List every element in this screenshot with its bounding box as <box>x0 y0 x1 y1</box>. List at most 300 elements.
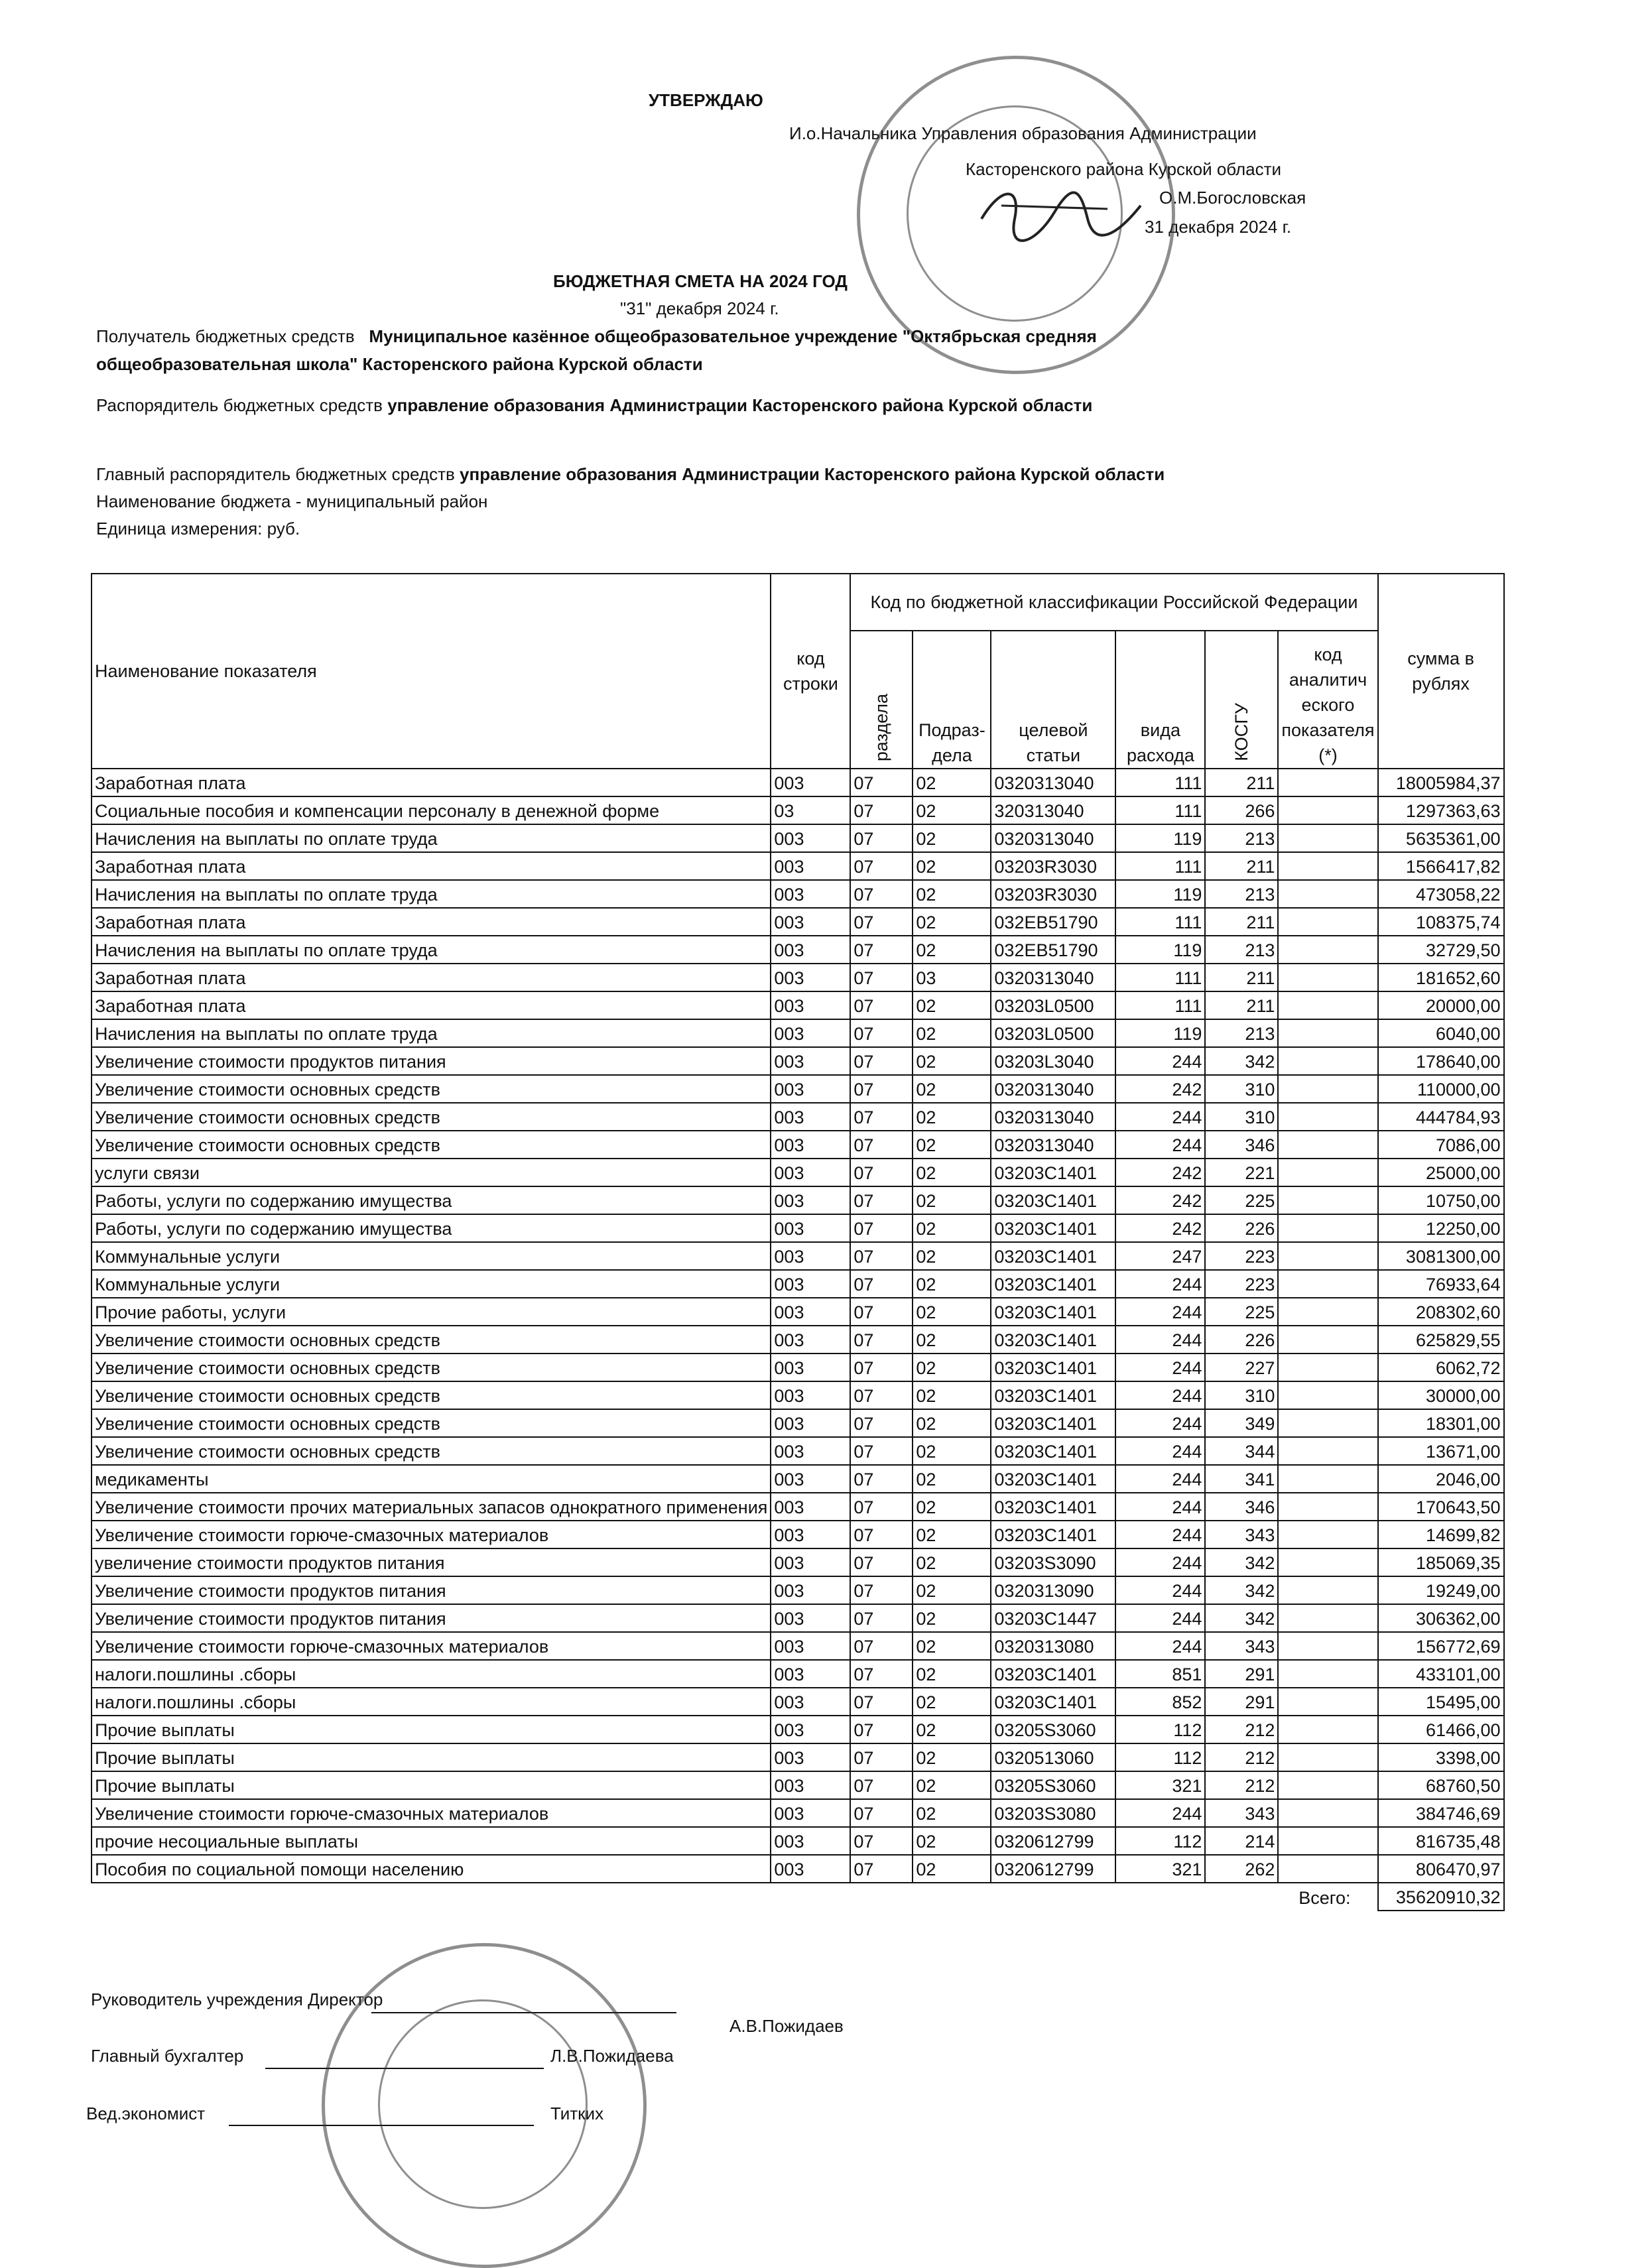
cell-razd: 07 <box>850 1214 913 1242</box>
cell-name: Начисления на выплаты по оплате труда <box>92 1019 771 1047</box>
cell-sum: 7086,00 <box>1378 1131 1504 1159</box>
cell-analytic <box>1278 1298 1377 1326</box>
table-row <box>92 936 1504 964</box>
table-row <box>92 1103 1504 1131</box>
cell-analytic <box>1278 1186 1377 1214</box>
cell-podr: 02 <box>913 769 991 796</box>
cell-kosgu: 346 <box>1205 1493 1278 1521</box>
table-row <box>92 1242 1504 1270</box>
cell-analytic <box>1278 991 1377 1019</box>
cell-vr: 244 <box>1115 1326 1205 1354</box>
cell-kosgu: 211 <box>1205 769 1278 796</box>
cell-vr: 111 <box>1115 796 1205 824</box>
cell-podr: 02 <box>913 1632 991 1660</box>
cell-kosgu: 226 <box>1205 1326 1278 1354</box>
header-code-row: код строки <box>771 574 850 769</box>
cell-vr: 244 <box>1115 1131 1205 1159</box>
cell-analytic <box>1278 796 1377 824</box>
cell-cs: 03203R3030 <box>991 852 1115 880</box>
cell-podr: 02 <box>913 936 991 964</box>
table-row <box>92 1855 1504 1883</box>
table-row <box>92 1186 1504 1214</box>
cell-razd: 07 <box>850 1716 913 1743</box>
cell-vr: 112 <box>1115 1716 1205 1743</box>
table-row <box>92 908 1504 936</box>
cell-code: 003 <box>771 1743 850 1771</box>
cell-name: Социальные пособия и компенсации персоналу в денежной форме <box>92 796 771 824</box>
cell-name: Заработная плата <box>92 852 771 880</box>
cell-kosgu: 211 <box>1205 964 1278 991</box>
cell-cs: 0320313040 <box>991 1131 1115 1159</box>
cell-analytic <box>1278 1214 1377 1242</box>
cell-razd: 07 <box>850 1354 913 1381</box>
chief-manager-value: управление образования Администрации Касторенского района Курской области <box>460 464 1165 484</box>
cell-vr: 244 <box>1115 1521 1205 1548</box>
table-row <box>92 1799 1504 1827</box>
table-row <box>92 1437 1504 1465</box>
header-subsection: Подраз-дела <box>913 631 991 769</box>
cell-vr: 244 <box>1115 1437 1205 1465</box>
cell-kosgu: 310 <box>1205 1103 1278 1131</box>
cell-podr: 02 <box>913 991 991 1019</box>
cell-cs: 03203C1401 <box>991 1437 1115 1465</box>
cell-podr: 02 <box>913 1437 991 1465</box>
cell-kosgu: 342 <box>1205 1047 1278 1075</box>
manager-value: управление образования Администрации Касторенского района Курской области <box>387 395 1093 415</box>
cell-sum: 108375,74 <box>1378 908 1504 936</box>
chief-manager-line <box>96 464 1165 485</box>
cell-razd: 07 <box>850 1186 913 1214</box>
cell-podr: 02 <box>913 1019 991 1047</box>
cell-kosgu: 211 <box>1205 852 1278 880</box>
cell-code: 003 <box>771 1660 850 1688</box>
cell-podr: 02 <box>913 1493 991 1521</box>
total-label: Всего: <box>1298 1888 1351 1908</box>
table-row <box>92 796 1504 824</box>
table-row <box>92 1771 1504 1799</box>
budget-table <box>91 573 1505 1911</box>
cell-name: Заработная плата <box>92 964 771 991</box>
cell-razd: 07 <box>850 1159 913 1186</box>
chief-manager-label: Главный распорядитель бюджетных средств <box>96 464 455 484</box>
cell-cs: 03203L0500 <box>991 1019 1115 1047</box>
cell-name: Заработная плата <box>92 908 771 936</box>
cell-razd: 07 <box>850 1465 913 1493</box>
cell-name: Увеличение стоимости основных средств <box>92 1075 771 1103</box>
cell-name: Прочие выплаты <box>92 1771 771 1799</box>
cell-razd: 07 <box>850 1855 913 1883</box>
cell-code: 003 <box>771 769 850 796</box>
cell-sum: 806470,97 <box>1378 1855 1504 1883</box>
cell-podr: 02 <box>913 1214 991 1242</box>
cell-razd: 07 <box>850 1437 913 1465</box>
cell-sum: 1566417,82 <box>1378 852 1504 880</box>
cell-razd: 07 <box>850 1632 913 1660</box>
cell-vr: 119 <box>1115 880 1205 908</box>
table-row <box>92 1409 1504 1437</box>
cell-cs: 0320513060 <box>991 1743 1115 1771</box>
accountant-label: Главный бухгалтер <box>91 2046 244 2066</box>
cell-name: Прочие выплаты <box>92 1716 771 1743</box>
cell-vr: 111 <box>1115 852 1205 880</box>
cell-name: Увеличение стоимости основных средств <box>92 1354 771 1381</box>
cell-code: 003 <box>771 1103 850 1131</box>
cell-vr: 244 <box>1115 1632 1205 1660</box>
cell-vr: 244 <box>1115 1381 1205 1409</box>
cell-kosgu: 344 <box>1205 1437 1278 1465</box>
cell-code: 003 <box>771 936 850 964</box>
cell-code: 003 <box>771 1521 850 1548</box>
table-row <box>92 1465 1504 1493</box>
cell-podr: 02 <box>913 880 991 908</box>
cell-razd: 07 <box>850 1131 913 1159</box>
cell-code: 03 <box>771 796 850 824</box>
cell-sum: 384746,69 <box>1378 1799 1504 1827</box>
cell-kosgu: 343 <box>1205 1521 1278 1548</box>
cell-vr: 244 <box>1115 1576 1205 1604</box>
cell-name: Начисления на выплаты по оплате труда <box>92 880 771 908</box>
cell-sum: 25000,00 <box>1378 1159 1504 1186</box>
header-expense: вида расхода <box>1115 631 1205 769</box>
cell-sum: 76933,64 <box>1378 1270 1504 1298</box>
cell-razd: 07 <box>850 1548 913 1576</box>
cell-name: увеличение стоимости продуктов питания <box>92 1548 771 1576</box>
cell-name: Начисления на выплаты по оплате труда <box>92 824 771 852</box>
cell-code: 003 <box>771 1855 850 1883</box>
approve-date: 31 декабря 2024 г. <box>1145 217 1292 237</box>
cell-podr: 02 <box>913 1326 991 1354</box>
cell-name: Заработная плата <box>92 991 771 1019</box>
cell-name: Увеличение стоимости горюче-смазочных материалов <box>92 1632 771 1660</box>
cell-cs: 03203C1401 <box>991 1298 1115 1326</box>
cell-name: Коммунальные услуги <box>92 1242 771 1270</box>
cell-kosgu: 346 <box>1205 1131 1278 1159</box>
cell-razd: 07 <box>850 964 913 991</box>
cell-sum: 181652,60 <box>1378 964 1504 991</box>
table-row <box>92 964 1504 991</box>
table-row <box>92 1493 1504 1521</box>
cell-name: Увеличение стоимости основных средств <box>92 1103 771 1131</box>
cell-razd: 07 <box>850 991 913 1019</box>
cell-kosgu: 223 <box>1205 1270 1278 1298</box>
cell-podr: 02 <box>913 1827 991 1855</box>
economist-name: Титких <box>550 2104 604 2123</box>
cell-vr: 852 <box>1115 1688 1205 1716</box>
cell-name: услуги связи <box>92 1159 771 1186</box>
cell-razd: 07 <box>850 908 913 936</box>
cell-kosgu: 213 <box>1205 880 1278 908</box>
cell-analytic <box>1278 1827 1377 1855</box>
cell-sum: 68760,50 <box>1378 1771 1504 1799</box>
cell-podr: 02 <box>913 1381 991 1409</box>
cell-vr: 242 <box>1115 1186 1205 1214</box>
cell-vr: 321 <box>1115 1855 1205 1883</box>
table-row <box>92 1131 1504 1159</box>
cell-vr: 112 <box>1115 1827 1205 1855</box>
header-name: Наименование показателя <box>92 574 771 769</box>
cell-podr: 02 <box>913 908 991 936</box>
cell-code: 003 <box>771 1465 850 1493</box>
cell-razd: 07 <box>850 880 913 908</box>
accountant-name: Л.В.Пожидаева <box>550 2046 674 2066</box>
cell-cs: 03203C1401 <box>991 1493 1115 1521</box>
cell-kosgu: 342 <box>1205 1548 1278 1576</box>
cell-sum: 5635361,00 <box>1378 824 1504 852</box>
cell-analytic <box>1278 1521 1377 1548</box>
cell-cs: 03203C1401 <box>991 1214 1115 1242</box>
table-row <box>92 1660 1504 1688</box>
cell-podr: 02 <box>913 1743 991 1771</box>
cell-name: Увеличение стоимости продуктов питания <box>92 1576 771 1604</box>
cell-sum: 625829,55 <box>1378 1326 1504 1354</box>
cell-razd: 07 <box>850 1799 913 1827</box>
cell-razd: 07 <box>850 1827 913 1855</box>
cell-razd: 07 <box>850 1576 913 1604</box>
cell-cs: 03203C1401 <box>991 1465 1115 1493</box>
cell-vr: 111 <box>1115 769 1205 796</box>
cell-podr: 02 <box>913 1103 991 1131</box>
cell-cs: 0320313080 <box>991 1632 1115 1660</box>
economist-label: Вед.экономист <box>86 2104 206 2123</box>
cell-name: прочие несоциальные выплаты <box>92 1827 771 1855</box>
cell-razd: 07 <box>850 1521 913 1548</box>
cell-cs: 03203S3080 <box>991 1799 1115 1827</box>
cell-vr: 244 <box>1115 1465 1205 1493</box>
table-row <box>92 1354 1504 1381</box>
cell-name: Увеличение стоимости горюче-смазочных материалов <box>92 1799 771 1827</box>
cell-kosgu: 213 <box>1205 824 1278 852</box>
cell-analytic <box>1278 1103 1377 1131</box>
cell-name: Прочие выплаты <box>92 1743 771 1771</box>
cell-kosgu: 310 <box>1205 1075 1278 1103</box>
cell-sum: 3398,00 <box>1378 1743 1504 1771</box>
cell-kosgu: 342 <box>1205 1604 1278 1632</box>
cell-code: 003 <box>771 1604 850 1632</box>
cell-vr: 244 <box>1115 1799 1205 1827</box>
cell-kosgu: 349 <box>1205 1409 1278 1437</box>
cell-cs: 03203C1401 <box>991 1159 1115 1186</box>
cell-podr: 02 <box>913 1242 991 1270</box>
cell-analytic <box>1278 1743 1377 1771</box>
cell-vr: 244 <box>1115 1604 1205 1632</box>
total-row <box>92 1883 1504 1911</box>
cell-code: 003 <box>771 1214 850 1242</box>
cell-sum: 61466,00 <box>1378 1716 1504 1743</box>
cell-analytic <box>1278 1409 1377 1437</box>
cell-razd: 07 <box>850 1242 913 1270</box>
cell-kosgu: 223 <box>1205 1242 1278 1270</box>
cell-cs: 03203C1401 <box>991 1381 1115 1409</box>
cell-cs: 03203C1401 <box>991 1270 1115 1298</box>
cell-sum: 1297363,63 <box>1378 796 1504 824</box>
table-row <box>92 1521 1504 1548</box>
cell-kosgu: 225 <box>1205 1298 1278 1326</box>
cell-podr: 02 <box>913 1688 991 1716</box>
cell-analytic <box>1278 1660 1377 1688</box>
table-row <box>92 991 1504 1019</box>
cell-cs: 0320612799 <box>991 1855 1115 1883</box>
cell-code: 003 <box>771 1437 850 1465</box>
cell-code: 003 <box>771 1771 850 1799</box>
table-row <box>92 1688 1504 1716</box>
approve-label: УТВЕРЖДАЮ <box>649 90 763 110</box>
cell-razd: 07 <box>850 1381 913 1409</box>
cell-code: 003 <box>771 1131 850 1159</box>
cell-podr: 02 <box>913 824 991 852</box>
cell-analytic <box>1278 1326 1377 1354</box>
cell-sum: 178640,00 <box>1378 1047 1504 1075</box>
cell-analytic <box>1278 1493 1377 1521</box>
cell-analytic <box>1278 824 1377 852</box>
cell-kosgu: 225 <box>1205 1186 1278 1214</box>
table-row <box>92 1270 1504 1298</box>
cell-sum: 156772,69 <box>1378 1632 1504 1660</box>
cell-code: 003 <box>771 824 850 852</box>
approver-name: О.М.Богословская <box>1159 188 1306 208</box>
cell-sum: 32729,50 <box>1378 936 1504 964</box>
cell-razd: 07 <box>850 769 913 796</box>
cell-name: Начисления на выплаты по оплате труда <box>92 936 771 964</box>
cell-analytic <box>1278 1604 1377 1632</box>
cell-sum: 6062,72 <box>1378 1354 1504 1381</box>
cell-sum: 10750,00 <box>1378 1186 1504 1214</box>
recipient-label: Получатель бюджетных средств <box>96 326 355 346</box>
cell-razd: 07 <box>850 1688 913 1716</box>
cell-razd: 07 <box>850 1298 913 1326</box>
cell-razd: 07 <box>850 1326 913 1354</box>
cell-cs: 03203C1447 <box>991 1604 1115 1632</box>
table-row <box>92 1548 1504 1576</box>
cell-razd: 07 <box>850 936 913 964</box>
cell-code: 003 <box>771 852 850 880</box>
cell-name: Увеличение стоимости основных средств <box>92 1381 771 1409</box>
cell-kosgu: 213 <box>1205 936 1278 964</box>
cell-razd: 07 <box>850 1103 913 1131</box>
cell-podr: 03 <box>913 964 991 991</box>
cell-cs: 03203L3040 <box>991 1047 1115 1075</box>
table-row <box>92 824 1504 852</box>
cell-sum: 12250,00 <box>1378 1214 1504 1242</box>
cell-code: 003 <box>771 1186 850 1214</box>
cell-code: 003 <box>771 908 850 936</box>
cell-code: 003 <box>771 1716 850 1743</box>
cell-razd: 07 <box>850 1270 913 1298</box>
cell-kosgu: 212 <box>1205 1771 1278 1799</box>
cell-vr: 112 <box>1115 1743 1205 1771</box>
cell-sum: 30000,00 <box>1378 1381 1504 1409</box>
table-row <box>92 1827 1504 1855</box>
cell-cs: 032EB51790 <box>991 908 1115 936</box>
cell-cs: 0320313090 <box>991 1576 1115 1604</box>
cell-razd: 07 <box>850 1660 913 1688</box>
cell-analytic <box>1278 1688 1377 1716</box>
cell-podr: 02 <box>913 1186 991 1214</box>
cell-kosgu: 211 <box>1205 991 1278 1019</box>
cell-name: Увеличение стоимости прочих материальных запасов однократного применения <box>92 1493 771 1521</box>
cell-kosgu: 213 <box>1205 1019 1278 1047</box>
cell-kosgu: 343 <box>1205 1632 1278 1660</box>
cell-code: 003 <box>771 1632 850 1660</box>
cell-vr: 242 <box>1115 1075 1205 1103</box>
cell-analytic <box>1278 1771 1377 1799</box>
cell-code: 003 <box>771 1381 850 1409</box>
cell-sum: 15495,00 <box>1378 1688 1504 1716</box>
cell-cs: 03203S3090 <box>991 1548 1115 1576</box>
cell-analytic <box>1278 880 1377 908</box>
cell-name: Увеличение стоимости основных средств <box>92 1437 771 1465</box>
cell-kosgu: 221 <box>1205 1159 1278 1186</box>
cell-sum: 306362,00 <box>1378 1604 1504 1632</box>
cell-analytic <box>1278 1716 1377 1743</box>
cell-name: Увеличение стоимости основных средств <box>92 1131 771 1159</box>
cell-vr: 119 <box>1115 824 1205 852</box>
cell-cs: 0320313040 <box>991 1103 1115 1131</box>
cell-vr: 119 <box>1115 936 1205 964</box>
recipient-line <box>96 326 1097 347</box>
cell-name: Коммунальные услуги <box>92 1270 771 1298</box>
cell-vr: 244 <box>1115 1409 1205 1437</box>
cell-kosgu: 262 <box>1205 1855 1278 1883</box>
table-row <box>92 1214 1504 1242</box>
cell-analytic <box>1278 1242 1377 1270</box>
table-row <box>92 1047 1504 1075</box>
table-row <box>92 1604 1504 1632</box>
cell-analytic <box>1278 1019 1377 1047</box>
cell-vr: 244 <box>1115 1493 1205 1521</box>
cell-podr: 02 <box>913 796 991 824</box>
table-body <box>92 769 1504 1911</box>
cell-code: 003 <box>771 880 850 908</box>
cell-vr: 111 <box>1115 908 1205 936</box>
cell-cs: 03203L0500 <box>991 991 1115 1019</box>
cell-podr: 02 <box>913 1409 991 1437</box>
cell-name: налоги.пошлины .сборы <box>92 1660 771 1688</box>
cell-podr: 02 <box>913 1298 991 1326</box>
cell-sum: 110000,00 <box>1378 1075 1504 1103</box>
school-stamp <box>322 1943 647 2268</box>
cell-analytic <box>1278 1799 1377 1827</box>
table-row <box>92 1326 1504 1354</box>
cell-podr: 02 <box>913 1131 991 1159</box>
cell-podr: 02 <box>913 1354 991 1381</box>
cell-vr: 244 <box>1115 1548 1205 1576</box>
budget-name: Наименование бюджета - муниципальный район <box>96 491 488 511</box>
cell-code: 003 <box>771 1548 850 1576</box>
cell-analytic <box>1278 1576 1377 1604</box>
cell-vr: 242 <box>1115 1214 1205 1242</box>
cell-analytic <box>1278 1354 1377 1381</box>
manager-line <box>96 395 1092 416</box>
cell-razd: 07 <box>850 1604 913 1632</box>
cell-sum: 816735,48 <box>1378 1827 1504 1855</box>
header-analytic: код аналитич еского показателя (*) <box>1278 631 1377 769</box>
cell-analytic <box>1278 1131 1377 1159</box>
cell-vr: 244 <box>1115 1298 1205 1326</box>
cell-sum: 170643,50 <box>1378 1493 1504 1521</box>
cell-analytic <box>1278 1465 1377 1493</box>
cell-code: 003 <box>771 1493 850 1521</box>
header-section: раздела <box>871 693 892 761</box>
cell-cs: 0320313040 <box>991 964 1115 991</box>
cell-podr: 02 <box>913 1576 991 1604</box>
cell-cs: 03203R3030 <box>991 880 1115 908</box>
cell-analytic <box>1278 1381 1377 1409</box>
cell-podr: 02 <box>913 1716 991 1743</box>
cell-analytic <box>1278 908 1377 936</box>
cell-podr: 02 <box>913 1855 991 1883</box>
cell-code: 003 <box>771 1298 850 1326</box>
cell-kosgu: 291 <box>1205 1688 1278 1716</box>
